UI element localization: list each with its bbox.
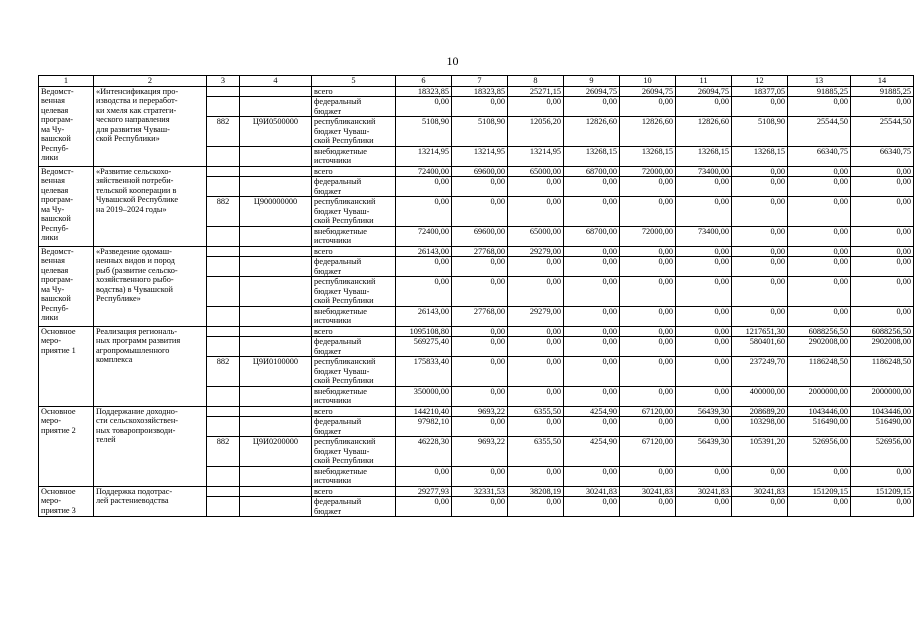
table-row: [39, 406, 914, 417]
amount-cell: 69600,00: [452, 226, 508, 246]
program-type-cell: Ведомст- венная целевая програм- ма Чу- вашской Респуб- лики: [39, 246, 94, 326]
amount-cell: 0,00: [620, 277, 676, 307]
budget-code-cell: [240, 177, 312, 197]
amount-cell: 5108,90: [452, 117, 508, 147]
ministry-code-cell: [207, 306, 240, 326]
funding-source-cell: всего: [312, 86, 396, 97]
budget-code-cell: Ц9И0500000: [240, 117, 312, 147]
amount-cell: 1186248,50: [851, 357, 914, 387]
amount-cell: 25544,50: [851, 117, 914, 147]
funding-source-cell: внебюджетные источники: [312, 226, 396, 246]
amount-cell: 0,00: [564, 357, 620, 387]
amount-cell: 0,00: [564, 417, 620, 437]
amount-cell: 0,00: [452, 497, 508, 517]
amount-cell: 1043446,00: [851, 406, 914, 417]
funding-source-cell: федеральный бюджет: [312, 97, 396, 117]
amount-cell: 0,00: [788, 306, 851, 326]
funding-source-cell: республиканский бюджет Чуваш- ской Республики: [312, 437, 396, 467]
budget-code-cell: [240, 246, 312, 257]
amount-cell: 0,00: [564, 337, 620, 357]
amount-cell: 526956,00: [788, 437, 851, 467]
amount-cell: 67120,00: [620, 437, 676, 467]
ministry-code-cell: 882: [207, 197, 240, 227]
amount-cell: 72000,00: [620, 166, 676, 177]
header-cell: 2: [94, 76, 207, 87]
amount-cell: 2902008,00: [788, 337, 851, 357]
amount-cell: 0,00: [396, 197, 452, 227]
ministry-code-cell: [207, 417, 240, 437]
budget-table: [38, 75, 914, 517]
amount-cell: 0,00: [732, 226, 788, 246]
amount-cell: 2000000,00: [788, 386, 851, 406]
amount-cell: 237249,70: [732, 357, 788, 387]
funding-source-cell: внебюджетные источники: [312, 386, 396, 406]
amount-cell: 0,00: [676, 357, 732, 387]
amount-cell: 0,00: [452, 277, 508, 307]
program-type-cell: Основное меро- приятие 2: [39, 406, 94, 486]
amount-cell: 0,00: [732, 177, 788, 197]
amount-cell: 0,00: [620, 197, 676, 227]
budget-code-cell: [240, 97, 312, 117]
amount-cell: 208689,20: [732, 406, 788, 417]
amount-cell: 0,00: [620, 97, 676, 117]
amount-cell: 0,00: [452, 466, 508, 486]
amount-cell: 0,00: [676, 326, 732, 337]
ministry-code-cell: [207, 337, 240, 357]
funding-source-cell: республиканский бюджет Чуваш- ской Республики: [312, 117, 396, 147]
amount-cell: 400000,00: [732, 386, 788, 406]
amount-cell: 175833,40: [396, 357, 452, 387]
amount-cell: 0,00: [508, 337, 564, 357]
amount-cell: 0,00: [676, 417, 732, 437]
amount-cell: 0,00: [851, 306, 914, 326]
amount-cell: 26094,75: [676, 86, 732, 97]
amount-cell: 1043446,00: [788, 406, 851, 417]
header-cell: 14: [851, 76, 914, 87]
amount-cell: 65000,00: [508, 226, 564, 246]
amount-cell: 0,00: [851, 197, 914, 227]
amount-cell: 0,00: [508, 357, 564, 387]
amount-cell: 12826,60: [620, 117, 676, 147]
amount-cell: 27768,00: [452, 306, 508, 326]
amount-cell: 0,00: [676, 257, 732, 277]
table-row: [39, 326, 914, 337]
budget-code-cell: [240, 257, 312, 277]
amount-cell: 0,00: [452, 337, 508, 357]
amount-cell: 516490,00: [851, 417, 914, 437]
amount-cell: 66340,75: [788, 146, 851, 166]
funding-source-cell: внебюджетные источники: [312, 466, 396, 486]
ministry-code-cell: [207, 97, 240, 117]
amount-cell: 0,00: [851, 277, 914, 307]
amount-cell: 2902008,00: [851, 337, 914, 357]
amount-cell: 0,00: [732, 306, 788, 326]
amount-cell: 26143,00: [396, 306, 452, 326]
amount-cell: 18377,05: [732, 86, 788, 97]
program-name-cell: «Развитие сельскохо- зяйственной потреби- тельской кооперации в Чувашской Республике на 2019–2024 годы»: [94, 166, 207, 246]
amount-cell: 0,00: [508, 97, 564, 117]
program-name-cell: Реализация региональ- ных программ развития агропромышленного комплекса: [94, 326, 207, 406]
amount-cell: 0,00: [452, 177, 508, 197]
budget-code-cell: Ц9И0200000: [240, 437, 312, 467]
amount-cell: 65000,00: [508, 166, 564, 177]
ministry-code-cell: 882: [207, 117, 240, 147]
program-name-cell: «Разведение одомаш- ненных видов и пород рыб (развитие сельско- хозяйственного рыбо- водства) в Чувашской Республике»: [94, 246, 207, 326]
amount-cell: 5108,90: [732, 117, 788, 147]
amount-cell: 25271,15: [508, 86, 564, 97]
amount-cell: 6355,50: [508, 437, 564, 467]
amount-cell: 27768,00: [452, 246, 508, 257]
amount-cell: 0,00: [620, 337, 676, 357]
funding-source-cell: всего: [312, 326, 396, 337]
amount-cell: 0,00: [732, 246, 788, 257]
program-type-cell: Основное меро- приятие 3: [39, 486, 94, 517]
amount-cell: 0,00: [676, 197, 732, 227]
amount-cell: 13268,15: [732, 146, 788, 166]
amount-cell: 0,00: [732, 257, 788, 277]
amount-cell: 5108,90: [396, 117, 452, 147]
amount-cell: 1217651,30: [732, 326, 788, 337]
amount-cell: 26094,75: [620, 86, 676, 97]
amount-cell: 0,00: [851, 97, 914, 117]
program-type-cell: Ведомст- венная целевая програм- ма Чу- вашской Респуб- лики: [39, 86, 94, 166]
amount-cell: 29277,93: [396, 486, 452, 497]
amount-cell: 580401,60: [732, 337, 788, 357]
amount-cell: 46228,30: [396, 437, 452, 467]
amount-cell: 13214,95: [452, 146, 508, 166]
amount-cell: 0,00: [851, 257, 914, 277]
amount-cell: 0,00: [452, 257, 508, 277]
amount-cell: 32331,53: [452, 486, 508, 497]
program-type-cell: Ведомст- венная целевая програм- ма Чу- вашской Респуб- лики: [39, 166, 94, 246]
amount-cell: 73400,00: [676, 226, 732, 246]
header-cell: 9: [564, 76, 620, 87]
budget-code-cell: Ц9И0100000: [240, 357, 312, 387]
amount-cell: 13214,95: [396, 146, 452, 166]
amount-cell: 0,00: [508, 257, 564, 277]
amount-cell: 0,00: [620, 417, 676, 437]
program-name-cell: Поддержание доходно- сти сельскохозяйствен- ных товаропроизводи- телей: [94, 406, 207, 486]
budget-code-cell: [240, 86, 312, 97]
amount-cell: 12056,20: [508, 117, 564, 147]
amount-cell: 0,00: [452, 197, 508, 227]
table-row: [39, 246, 914, 257]
amount-cell: 73400,00: [676, 166, 732, 177]
amount-cell: 0,00: [788, 166, 851, 177]
amount-cell: 68700,00: [564, 166, 620, 177]
amount-cell: 0,00: [676, 337, 732, 357]
amount-cell: 12826,60: [676, 117, 732, 147]
amount-cell: 72400,00: [396, 166, 452, 177]
amount-cell: 0,00: [851, 497, 914, 517]
amount-cell: 0,00: [564, 246, 620, 257]
amount-cell: 0,00: [676, 386, 732, 406]
amount-cell: 0,00: [620, 386, 676, 406]
amount-cell: 91885,25: [788, 86, 851, 97]
header-cell: 11: [676, 76, 732, 87]
ministry-code-cell: [207, 497, 240, 517]
amount-cell: 0,00: [732, 97, 788, 117]
amount-cell: 4254,90: [564, 406, 620, 417]
amount-cell: 0,00: [564, 97, 620, 117]
budget-code-cell: [240, 277, 312, 307]
ministry-code-cell: [207, 146, 240, 166]
amount-cell: 6088256,50: [788, 326, 851, 337]
header-cell: 3: [207, 76, 240, 87]
amount-cell: 0,00: [452, 326, 508, 337]
amount-cell: 30241,83: [732, 486, 788, 497]
amount-cell: 30241,83: [676, 486, 732, 497]
ministry-code-cell: [207, 166, 240, 177]
amount-cell: 526956,00: [851, 437, 914, 467]
budget-code-cell: [240, 386, 312, 406]
ministry-code-cell: [207, 277, 240, 307]
ministry-code-cell: 882: [207, 437, 240, 467]
amount-cell: 0,00: [452, 357, 508, 387]
amount-cell: 30241,83: [564, 486, 620, 497]
amount-cell: 0,00: [396, 497, 452, 517]
budget-code-cell: [240, 166, 312, 177]
amount-cell: 69600,00: [452, 166, 508, 177]
funding-source-cell: республиканский бюджет Чуваш- ской Республики: [312, 357, 396, 387]
ministry-code-cell: [207, 177, 240, 197]
header-row: [39, 76, 914, 87]
amount-cell: 0,00: [788, 197, 851, 227]
ministry-code-cell: [207, 326, 240, 337]
funding-source-cell: всего: [312, 486, 396, 497]
amount-cell: 0,00: [788, 97, 851, 117]
amount-cell: 0,00: [508, 417, 564, 437]
header-cell: 5: [312, 76, 396, 87]
amount-cell: 12826,60: [564, 117, 620, 147]
amount-cell: 0,00: [620, 466, 676, 486]
header-cell: 13: [788, 76, 851, 87]
amount-cell: 350000,00: [396, 386, 452, 406]
funding-source-cell: внебюджетные источники: [312, 306, 396, 326]
amount-cell: 0,00: [676, 306, 732, 326]
header-cell: 7: [452, 76, 508, 87]
amount-cell: 0,00: [452, 417, 508, 437]
amount-cell: 0,00: [851, 166, 914, 177]
amount-cell: 0,00: [620, 497, 676, 517]
program-type-cell: Основное меро- приятие 1: [39, 326, 94, 406]
amount-cell: 0,00: [676, 277, 732, 307]
amount-cell: 0,00: [851, 246, 914, 257]
funding-source-cell: внебюджетные источники: [312, 146, 396, 166]
budget-code-cell: [240, 226, 312, 246]
funding-source-cell: республиканский бюджет Чуваш- ской Республики: [312, 277, 396, 307]
amount-cell: 0,00: [620, 246, 676, 257]
funding-source-cell: всего: [312, 406, 396, 417]
funding-source-cell: всего: [312, 246, 396, 257]
header-cell: 4: [240, 76, 312, 87]
amount-cell: 0,00: [564, 257, 620, 277]
amount-cell: 0,00: [564, 277, 620, 307]
amount-cell: 0,00: [508, 386, 564, 406]
amount-cell: 29279,00: [508, 306, 564, 326]
amount-cell: 0,00: [620, 357, 676, 387]
program-name-cell: «Интенсификация про- изводства и переработ- ки хмеля как стратеги- ческого направления для развития Чуваш- ской Республики»: [94, 86, 207, 166]
budget-code-cell: [240, 466, 312, 486]
amount-cell: 29279,00: [508, 246, 564, 257]
table-row: [39, 486, 914, 497]
amount-cell: 0,00: [788, 226, 851, 246]
amount-cell: 13268,15: [620, 146, 676, 166]
amount-cell: 97982,10: [396, 417, 452, 437]
header-cell: 12: [732, 76, 788, 87]
amount-cell: 68700,00: [564, 226, 620, 246]
amount-cell: 0,00: [732, 197, 788, 227]
amount-cell: 0,00: [564, 466, 620, 486]
program-name-cell: Поддержка подотрас- лей растениеводства: [94, 486, 207, 517]
amount-cell: 0,00: [676, 97, 732, 117]
amount-cell: 4254,90: [564, 437, 620, 467]
amount-cell: 26094,75: [564, 86, 620, 97]
amount-cell: 0,00: [676, 466, 732, 486]
amount-cell: 0,00: [851, 177, 914, 197]
amount-cell: 0,00: [508, 177, 564, 197]
amount-cell: 30241,83: [620, 486, 676, 497]
amount-cell: 0,00: [396, 97, 452, 117]
ministry-code-cell: [207, 257, 240, 277]
amount-cell: 0,00: [851, 226, 914, 246]
amount-cell: 38208,19: [508, 486, 564, 497]
header-cell: 8: [508, 76, 564, 87]
amount-cell: 67120,00: [620, 406, 676, 417]
header-cell: 1: [39, 76, 94, 87]
amount-cell: 105391,20: [732, 437, 788, 467]
amount-cell: 0,00: [452, 386, 508, 406]
table-row: [39, 86, 914, 97]
amount-cell: 13214,95: [508, 146, 564, 166]
amount-cell: 0,00: [396, 466, 452, 486]
amount-cell: 0,00: [564, 306, 620, 326]
funding-source-cell: федеральный бюджет: [312, 177, 396, 197]
amount-cell: 0,00: [620, 177, 676, 197]
amount-cell: 0,00: [788, 257, 851, 277]
amount-cell: 72000,00: [620, 226, 676, 246]
budget-code-cell: [240, 146, 312, 166]
amount-cell: 0,00: [396, 277, 452, 307]
amount-cell: 56439,30: [676, 406, 732, 417]
amount-cell: 0,00: [788, 466, 851, 486]
ministry-code-cell: [207, 386, 240, 406]
amount-cell: 0,00: [620, 326, 676, 337]
amount-cell: 26143,00: [396, 246, 452, 257]
table-row: [39, 166, 914, 177]
ministry-code-cell: [207, 86, 240, 97]
amount-cell: 0,00: [788, 277, 851, 307]
amount-cell: 0,00: [564, 386, 620, 406]
page-number: 10: [446, 54, 459, 68]
ministry-code-cell: [207, 466, 240, 486]
funding-source-cell: федеральный бюджет: [312, 337, 396, 357]
amount-cell: 0,00: [732, 497, 788, 517]
ministry-code-cell: 882: [207, 357, 240, 387]
amount-cell: 91885,25: [851, 86, 914, 97]
budget-code-cell: [240, 406, 312, 417]
amount-cell: 9693,22: [452, 406, 508, 417]
budget-code-cell: [240, 486, 312, 497]
budget-code-cell: [240, 417, 312, 437]
amount-cell: 0,00: [732, 466, 788, 486]
amount-cell: 569275,40: [396, 337, 452, 357]
amount-cell: 103298,00: [732, 417, 788, 437]
amount-cell: 25544,50: [788, 117, 851, 147]
amount-cell: 144210,40: [396, 406, 452, 417]
amount-cell: 0,00: [732, 166, 788, 177]
amount-cell: 2000000,00: [851, 386, 914, 406]
budget-code-cell: [240, 497, 312, 517]
amount-cell: 0,00: [564, 177, 620, 197]
budget-code-cell: [240, 306, 312, 326]
amount-cell: 56439,30: [676, 437, 732, 467]
amount-cell: 66340,75: [851, 146, 914, 166]
amount-cell: 0,00: [564, 326, 620, 337]
amount-cell: 9693,22: [452, 437, 508, 467]
ministry-code-cell: [207, 486, 240, 497]
amount-cell: 18323,85: [452, 86, 508, 97]
amount-cell: 0,00: [788, 497, 851, 517]
amount-cell: 0,00: [508, 497, 564, 517]
amount-cell: 0,00: [508, 197, 564, 227]
amount-cell: 0,00: [452, 97, 508, 117]
funding-source-cell: всего: [312, 166, 396, 177]
amount-cell: 0,00: [851, 466, 914, 486]
funding-source-cell: федеральный бюджет: [312, 257, 396, 277]
amount-cell: 13268,15: [676, 146, 732, 166]
amount-cell: 0,00: [676, 497, 732, 517]
amount-cell: 0,00: [396, 177, 452, 197]
amount-cell: 0,00: [564, 197, 620, 227]
funding-source-cell: федеральный бюджет: [312, 417, 396, 437]
amount-cell: 0,00: [620, 257, 676, 277]
amount-cell: 0,00: [508, 326, 564, 337]
amount-cell: 0,00: [676, 177, 732, 197]
amount-cell: 6088256,50: [851, 326, 914, 337]
amount-cell: 18323,85: [396, 86, 452, 97]
funding-source-cell: федеральный бюджет: [312, 497, 396, 517]
amount-cell: 0,00: [508, 277, 564, 307]
amount-cell: 0,00: [788, 177, 851, 197]
budget-code-cell: [240, 337, 312, 357]
amount-cell: 0,00: [788, 246, 851, 257]
funding-source-cell: республиканский бюджет Чуваш- ской Республики: [312, 197, 396, 227]
amount-cell: 0,00: [396, 257, 452, 277]
amount-cell: 151209,15: [851, 486, 914, 497]
budget-code-cell: Ц900000000: [240, 197, 312, 227]
amount-cell: 151209,15: [788, 486, 851, 497]
amount-cell: 72400,00: [396, 226, 452, 246]
amount-cell: 0,00: [564, 497, 620, 517]
amount-cell: 13268,15: [564, 146, 620, 166]
amount-cell: 0,00: [508, 466, 564, 486]
budget-code-cell: [240, 326, 312, 337]
ministry-code-cell: [207, 406, 240, 417]
ministry-code-cell: [207, 246, 240, 257]
amount-cell: 1186248,50: [788, 357, 851, 387]
amount-cell: 1095108,80: [396, 326, 452, 337]
header-cell: 10: [620, 76, 676, 87]
amount-cell: 0,00: [620, 306, 676, 326]
header-cell: 6: [396, 76, 452, 87]
amount-cell: 0,00: [676, 246, 732, 257]
ministry-code-cell: [207, 226, 240, 246]
amount-cell: 0,00: [732, 277, 788, 307]
amount-cell: 516490,00: [788, 417, 851, 437]
amount-cell: 6355,50: [508, 406, 564, 417]
